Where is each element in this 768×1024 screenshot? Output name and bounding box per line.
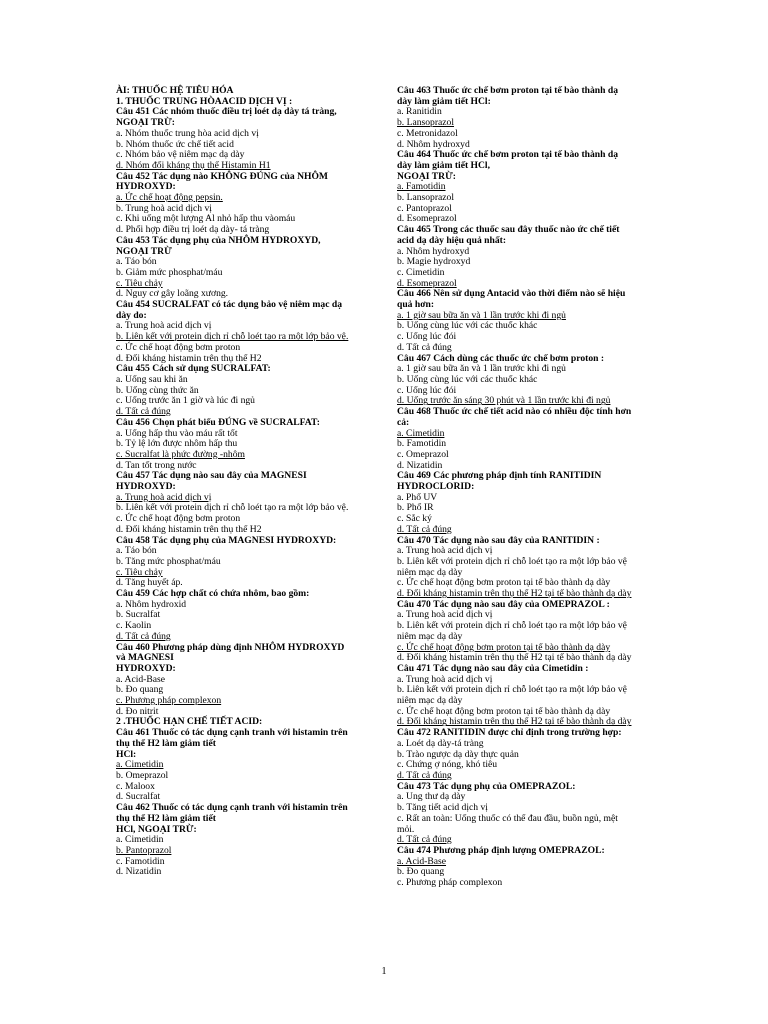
- question-heading: Câu 460 Phương pháp dùng định NHÔM HYDROXYD: [116, 641, 345, 653]
- answer-line: c. Tiêu chảy: [116, 277, 163, 289]
- answer-line: a. 1 giờ sau bữa ăn và 1 lần trước khi đi ngủ: [397, 309, 566, 321]
- answer-line: c. Uống trước ăn 1 giờ và lúc đi ngủ: [116, 395, 255, 407]
- answer-line: c. Maloox: [116, 780, 155, 792]
- answer-line: d. Nhôm hydroxyd: [397, 138, 470, 150]
- question-heading: Câu 451 Các nhóm thuốc điều trị loét dạ dày tá tràng,: [116, 106, 337, 118]
- answer-line: a. Trung hoà acid dịch vị: [116, 320, 212, 332]
- answer-line: a. Ức chế hoạt động pepsin.: [116, 192, 223, 204]
- answer-line: d. Đối kháng histamin trên thụ thể H2: [116, 523, 262, 535]
- answer-line: d. Nguy cơ gây loãng xương.: [116, 288, 229, 300]
- answer-line: a. Trung hoà acid dịch vị: [397, 609, 493, 621]
- answer-line: a. Nhôm hydroxid: [116, 598, 187, 610]
- question-heading: HYDROXYD:: [116, 662, 176, 674]
- question-heading: dày làm giảm tiết HCl:: [397, 95, 491, 107]
- question-heading: Câu 470 Tác dụng nào sau đây của RANITIDIN :: [397, 534, 600, 546]
- question-heading: acid dạ dày hiệu quả nhất:: [397, 234, 507, 246]
- question-heading: Câu 459 Các hợp chất có chứa nhôm, bao gồm:: [116, 588, 310, 600]
- question-heading: Câu 455 Cách sử dụng SUCRALFAT:: [116, 363, 271, 375]
- answer-line: b. Liên kết với protein dịch rỉ chỗ loét tạo ra một lớp bảo vệ.: [116, 331, 349, 343]
- question-heading: NGOẠI TRỪ:: [116, 117, 175, 129]
- answer-line: b. Lansoprazol: [397, 192, 455, 204]
- question-heading: Câu 469 Các phương pháp định tính RANITIDIN: [397, 470, 602, 482]
- answer-line: b. Tăng tiết acid dịch vị: [397, 802, 488, 814]
- answer-line: c. Uống lúc đói: [397, 331, 457, 343]
- answer-line: c. Phương pháp complexon: [397, 877, 503, 889]
- answer-line: d. Phối hợp điều trị loét dạ dày- tá tràng: [116, 224, 270, 236]
- answer-line: b. Uống cùng lúc với các thuốc khác: [397, 373, 538, 385]
- answer-line: b. Trào ngược dạ dày thực quản: [397, 748, 519, 760]
- answer-line: b. Đo quang: [116, 684, 164, 696]
- question-heading: Câu 456 Chọn phát biểu ĐÚNG về SUCRALFAT:: [116, 416, 320, 428]
- answer-line: a. Cimetidin: [116, 759, 164, 771]
- answer-line: c. Sucralfat là phức đường -nhôm: [116, 448, 245, 460]
- answer-line: d. Nhóm đối kháng thụ thể Histamin H1: [116, 159, 271, 171]
- question-heading: cả:: [397, 416, 410, 428]
- answer-line: c. Omeprazol: [397, 448, 449, 460]
- answer-line: b. Giảm mức phosphat/máu: [116, 266, 223, 278]
- answer-line: a. Táo bón: [116, 545, 157, 557]
- answer-line: b. Liên kết với protein dịch rỉ chỗ loét tạo ra một lớp bảo vệ: [397, 684, 627, 696]
- answer-line: c. Ức chế hoạt động bơm proton: [116, 513, 241, 525]
- question-heading: Câu 462 Thuốc có tác dụng cạnh tranh với histamin trên: [116, 802, 348, 814]
- question-heading: Câu 468 Thuốc ức chế tiết acid nào có nhiều độc tính hơn: [397, 406, 632, 418]
- question-heading: Câu 472 RANITIDIN được chỉ định trong trường hợp:: [397, 727, 622, 739]
- answer-line: a. Famotidin: [397, 181, 446, 193]
- answer-line: d. Esomeprazol: [397, 277, 457, 289]
- answer-line: c. Ức chế hoạt động bơm proton tại tế bào thành dạ dày: [397, 577, 611, 589]
- answer-line: c. Phương pháp complexon: [116, 695, 222, 707]
- answer-line: c. Metronidazol: [397, 127, 458, 139]
- question-heading: Câu 470 Tác dụng nào sau đây của OMEPRAZOL :: [397, 598, 610, 610]
- answer-line: c. Cimetidin: [397, 266, 445, 278]
- question-heading: quả hơn:: [397, 299, 435, 311]
- answer-line: d. Đối kháng histamin trên thụ thể H2: [116, 352, 262, 364]
- answer-line: b. Trung hoà acid dịch vị: [116, 202, 212, 214]
- answer-line: c. Uống lúc đói: [397, 384, 457, 396]
- answer-line: a. Trung hoà acid dịch vị: [397, 673, 493, 685]
- answer-line: d. Esomeprazol: [397, 213, 457, 225]
- answer-line: b. Liên kết với protein dịch rỉ chỗ loét tạo ra một lớp bảo vệ.: [116, 502, 349, 514]
- answer-line: a. Phổ UV: [397, 491, 438, 503]
- question-heading: HYDROXYD:: [116, 481, 176, 493]
- page-number: 1: [381, 966, 387, 977]
- answer-line: a. Uống sau khi ăn: [116, 373, 188, 385]
- question-heading: dày do:: [116, 309, 147, 321]
- question-heading: dày làm giảm tiết HCl,: [397, 159, 490, 171]
- answer-line: b. Famotidin: [397, 438, 447, 450]
- answer-line: a. Nhóm thuốc trung hòa acid dịch vị: [116, 127, 259, 139]
- question-heading: Câu 464 Thuốc ức chế bơm proton tại tế bào thành dạ: [397, 149, 619, 161]
- answer-line: d. Sucralfat: [116, 791, 161, 803]
- question-heading: Câu 461 Thuốc có tác dụng cạnh tranh với histamin trên: [116, 727, 348, 739]
- question-heading: Câu 465 Trong các thuốc sau đây thuốc nào ức chế tiết: [397, 224, 620, 236]
- answer-line: d. Tất cả đúng: [397, 770, 452, 781]
- answer-line: mỏi.: [397, 823, 415, 835]
- answer-line: d. Tan tốt trong nước: [116, 459, 197, 471]
- answer-line: b. Tăng mức phosphat/máu: [116, 555, 221, 567]
- answer-line: a. Trung hoà acid dịch vị: [116, 491, 212, 503]
- question-heading: Câu 453 Tác dụng phụ của NHÔM HYDROXYD,: [116, 234, 321, 246]
- answer-line: b. Phổ IR: [397, 502, 434, 514]
- answer-line: b. Lansoprazol: [397, 117, 455, 129]
- answer-line: b. Magie hydroxyd: [397, 256, 471, 268]
- answer-line: c. Famotidin: [116, 855, 165, 867]
- answer-line: d. Tất cả đúng: [397, 341, 452, 353]
- answer-line: c. Tiêu chảy: [116, 566, 163, 578]
- question-heading: Câu 473 Tác dụng phụ của OMEPRAZOL:: [397, 780, 576, 792]
- answer-line: d. Uống trước ăn sáng 30 phút và 1 lần trước khi đi ngủ: [397, 395, 611, 407]
- question-heading: 2 .THUỐC HẠN CHẾ TIẾT ACID:: [116, 716, 263, 728]
- answer-line: niêm mạc dạ dày: [397, 566, 463, 578]
- answer-line: a. 1 giờ sau bữa ăn và 1 lần trước khi đi ngủ: [397, 363, 566, 375]
- answer-line: c. Nhóm bảo vệ niêm mạc dạ dày: [116, 149, 245, 161]
- answer-line: a. Ung thư dạ dày: [397, 791, 466, 803]
- answer-line: a. Ranitidin: [397, 106, 442, 118]
- answer-line: d. Nizatidin: [397, 459, 443, 471]
- answer-line: c. Kaolin: [116, 620, 152, 632]
- question-heading: thụ thể H2 làm giảm tiết: [116, 737, 216, 749]
- answer-line: d. Tất cả đúng: [116, 630, 171, 642]
- answer-line: c. Ức chế hoạt động bơm proton: [116, 341, 241, 353]
- answer-line: c. Ức chế hoạt động bơm proton tại tế bào thành dạ dày: [397, 641, 611, 653]
- question-heading: Câu 467 Cách dùng các thuốc ức chế bơm proton :: [397, 352, 605, 364]
- answer-line: b. Liên kết với protein dịch rỉ chỗ loét tạo ra một lớp bảo vệ: [397, 555, 627, 567]
- answer-line: niêm mạc dạ dày: [397, 695, 463, 707]
- question-heading: 1. THUỐC TRUNG HÒAACID DỊCH VỊ :: [116, 95, 293, 107]
- answer-line: c. Pantoprazol: [397, 202, 452, 214]
- question-heading: thụ thể H2 làm giảm tiết: [116, 812, 216, 824]
- answer-line: niêm mạc dạ dày: [397, 630, 463, 642]
- answer-line: c. Rất an toàn: Uống thuốc có thể đau đầu, buồn ngủ, mệt: [397, 812, 618, 824]
- answer-line: d. Đối kháng histamin trên thụ thể H2 tại tế bào thành dạ dày: [397, 652, 632, 664]
- answer-line: b. Uống cùng lúc với các thuốc khác: [397, 320, 538, 332]
- answer-line: a. Cimetidin: [397, 427, 445, 439]
- answer-line: a. Táo bón: [116, 256, 157, 268]
- answer-line: b. Uống cùng thức ăn: [116, 384, 199, 396]
- answer-line: b. Đo quang: [397, 866, 445, 878]
- question-heading: NGOẠI TRỪ:: [397, 170, 456, 182]
- answer-line: a. Acid-Base: [397, 855, 447, 867]
- answer-line: b. Liên kết với protein dịch rỉ chỗ loét tạo ra một lớp bảo vệ: [397, 620, 627, 632]
- answer-line: b. Sucralfat: [116, 609, 161, 621]
- question-heading: Câu 458 Tác dụng phụ của MAGNESI HYDROXYD:: [116, 534, 337, 546]
- answer-line: a. Cimetidin: [116, 834, 164, 846]
- answer-line: d. Nizatidin: [116, 866, 162, 878]
- question-heading: và MAGNESI: [116, 652, 174, 664]
- question-heading: HCl:: [116, 748, 137, 760]
- answer-line: d. Tất cả đúng: [116, 406, 171, 418]
- question-heading: Câu 454 SUCRALFAT có tác dụng bảo vệ niêm mạc dạ: [116, 299, 342, 311]
- answer-line: d. Tất cả đúng: [397, 523, 452, 535]
- question-heading: ÀI: THUỐC HỆ TIÊU HÓA: [116, 85, 234, 96]
- answer-line: d. Tăng huyết áp.: [116, 577, 183, 589]
- question-heading: Câu 452 Tác dụng nào KHÔNG ĐÚNG của NHÔM: [116, 170, 328, 182]
- left-column: [116, 86, 378, 878]
- answer-line: b. Omeprazol: [116, 770, 169, 781]
- answer-line: c. Sắc ký: [397, 513, 432, 525]
- answer-line: c. Ức chế hoạt động bơm proton tại tế bào thành dạ dày: [397, 705, 611, 717]
- answer-line: d. Đối kháng histamin trên thụ thể H2 tại tế bào thành dạ dày: [397, 716, 632, 728]
- answer-line: d. Tất cả đúng: [397, 834, 452, 846]
- question-heading: Câu 474 Phương pháp định lượng OMEPRAZOL:: [397, 844, 605, 856]
- question-heading: HYDROXYD:: [116, 181, 176, 193]
- question-heading: Câu 463 Thuốc ức chế bơm proton tại tế bào thành dạ: [397, 85, 619, 96]
- answer-line: b. Nhóm thuốc ức chế tiết acid: [116, 138, 234, 150]
- answer-line: b. Pantoprazol: [116, 844, 172, 856]
- answer-line: b. Tỷ lệ lớn được nhôm hấp thu: [116, 438, 238, 450]
- answer-line: a. Uống hấp thu vào máu rất tốt: [116, 427, 238, 439]
- answer-line: c. Khi uống một lượng Al nhỏ hấp thu vàomáu: [116, 213, 296, 225]
- answer-line: d. Đo nitrit: [116, 705, 159, 717]
- question-heading: HCl, NGOẠI TRỪ:: [116, 823, 197, 835]
- question-heading: Câu 471 Tác dụng nào sau đây của Cimetidin :: [397, 662, 589, 674]
- answer-line: a. Trung hoà acid dịch vị: [397, 545, 493, 557]
- answer-line: a. Nhôm hydroxyd: [397, 245, 470, 257]
- question-heading: HYDROCLORID:: [397, 481, 475, 493]
- question-heading: NGOẠI TRỪ: [116, 245, 172, 257]
- question-heading: Câu 457 Tác dụng nào sau đây của MAGNESI: [116, 470, 307, 482]
- answer-line: a. Acid-Base: [116, 673, 166, 685]
- answer-line: a. Loét dạ dày-tá tràng: [397, 737, 484, 749]
- answer-line: d. Đối kháng histamin trên thụ thể H2 tại tế bào thành dạ dày: [397, 588, 632, 600]
- right-column: [397, 86, 653, 889]
- answer-line: c. Chứng ợ nóng, khó tiêu: [397, 759, 498, 771]
- question-heading: Câu 466 Nên sử dụng Antacid vào thời điểm nào sẽ hiệu: [397, 288, 626, 300]
